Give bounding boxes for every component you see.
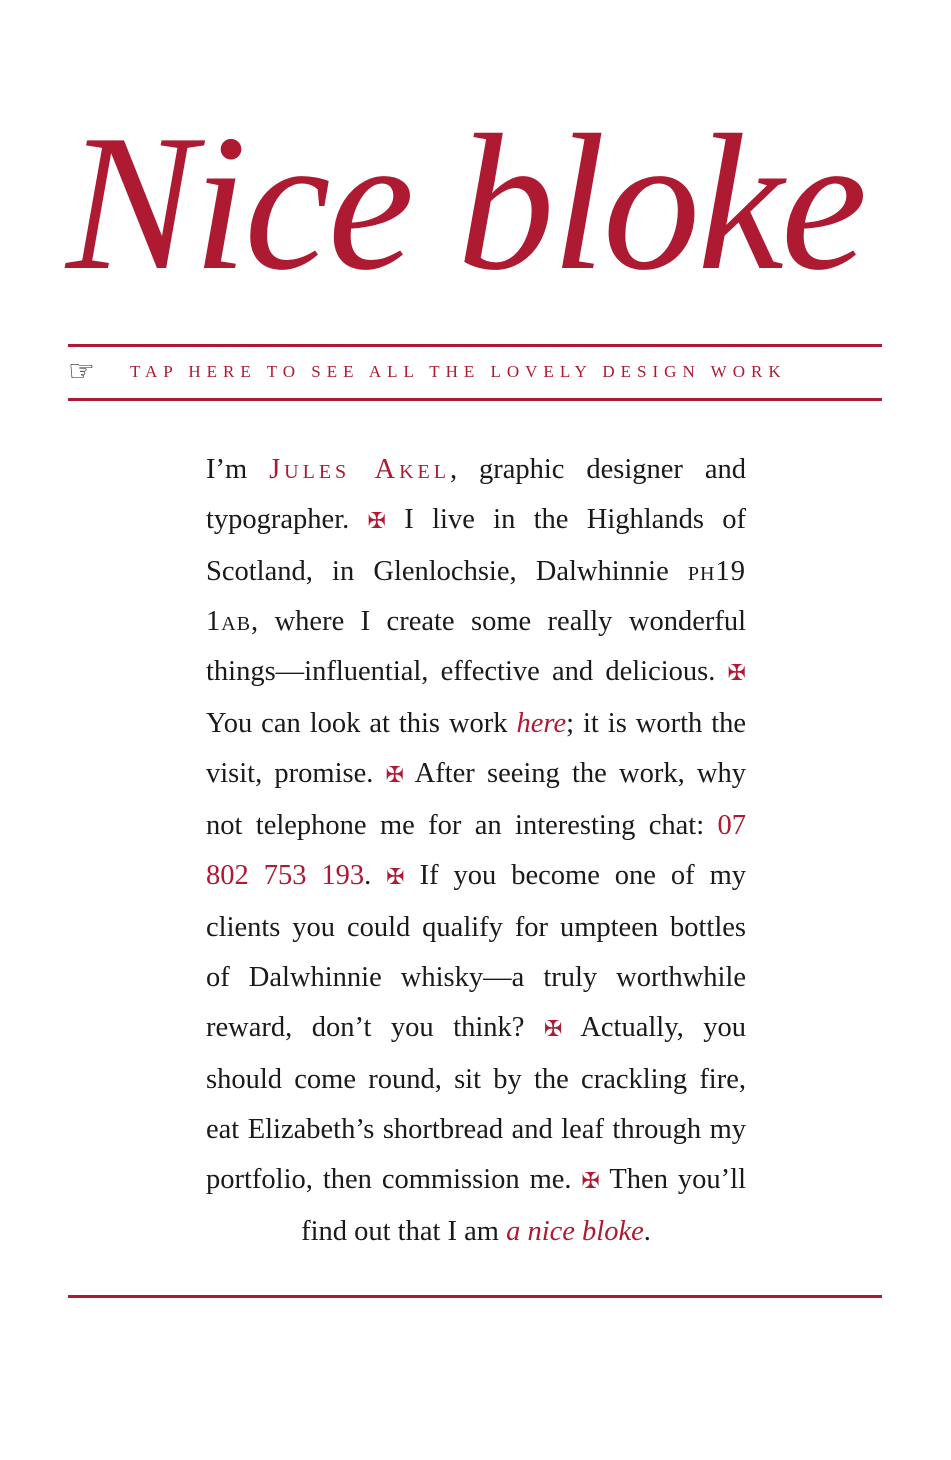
text: I’m (206, 454, 270, 485)
cross-icon: ✠ (367, 509, 386, 534)
design-work-link[interactable] (68, 356, 882, 388)
text: ; it is worth the visit, promise. (206, 708, 747, 789)
cross-icon: ✠ (543, 1017, 563, 1042)
text: Actually, you should come round, sit by the crackling fire, eat Elizabeth’s shortbread and leaf through my portfolio, then commission me. (206, 1012, 746, 1195)
name-link[interactable]: Jules Akel (269, 454, 450, 485)
text: . (643, 1216, 651, 1247)
cross-icon: ✠ (385, 763, 405, 788)
postcode: ph19 1ab (206, 556, 746, 637)
text: You can look at this work (206, 708, 517, 739)
text: , where I create some really wonderful things—influential, effective and delicious. (206, 606, 746, 687)
design-work-link-label: TAP HERE TO SEE ALL THE LOVELY DESIGN WORK (130, 362, 787, 381)
pointing-hand-icon (68, 357, 130, 387)
text: , graphic designer and typographer. (206, 454, 746, 535)
work-link[interactable]: here (516, 708, 567, 739)
text: . (364, 860, 387, 891)
phone-link[interactable]: 07 802 753 193 (206, 810, 746, 891)
text: Then you’ll find out that I am (301, 1164, 746, 1247)
text: If you become one of my clients you could qualify for umpteen bottles of Dalwhinnie whisky—a truly worthwhile reward, don’t you think? (206, 860, 747, 1043)
page-title: Nice bloke (66, 95, 865, 311)
intro-paragraph (206, 445, 746, 1257)
text: After seeing the work, why not telephone me for an interesting chat: (206, 758, 746, 841)
nav-bottom-rule (68, 398, 882, 401)
cross-icon: ✠ (581, 1169, 600, 1194)
cross-icon: ✠ (386, 865, 405, 890)
cross-icon: ✠ (727, 661, 746, 686)
nice-bloke-emphasis: a nice bloke (506, 1216, 644, 1247)
text: I live in the Highlands of Scotland, in Glenlochsie, Dalwhinnie (206, 504, 746, 587)
bottom-rule (68, 1295, 882, 1298)
top-rule (68, 344, 882, 347)
